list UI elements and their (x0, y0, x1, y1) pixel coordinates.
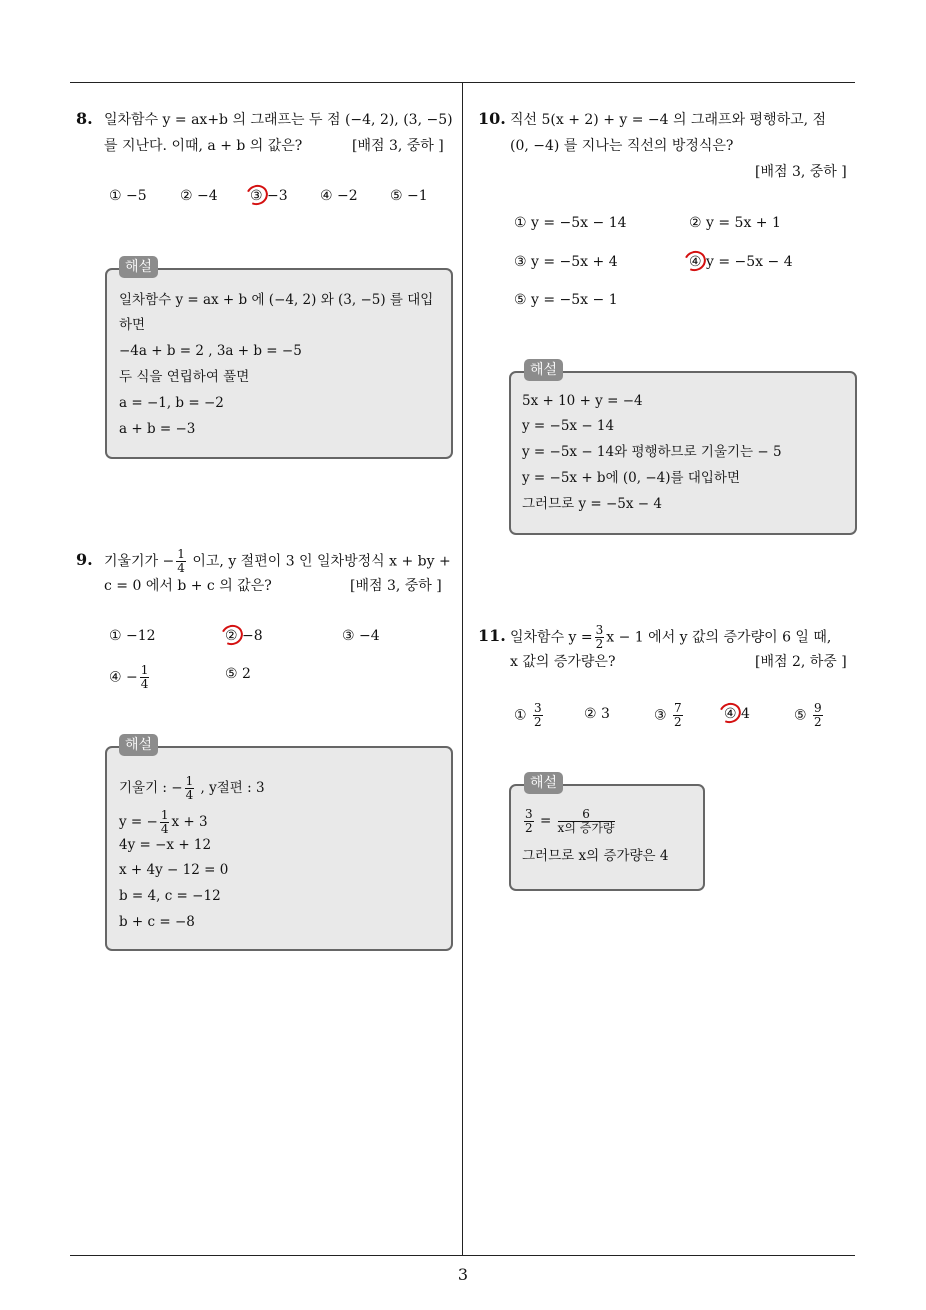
question-number: 8. (76, 109, 93, 128)
text: 이고, y 절편이 3 인 일차방정식 x + by + (192, 553, 451, 570)
points-label: [배점 3, 중하 ] (352, 138, 444, 154)
solution-line: b + c = −8 (119, 914, 195, 930)
fraction-numerator: 1 (140, 663, 149, 677)
option-mark: ① (514, 707, 527, 724)
option-mark: ⑤ (794, 707, 807, 724)
question-text-line1 (104, 548, 451, 575)
fraction-numerator: 3 (595, 623, 604, 637)
question-text-line2: (0, −4) 를 지나는 직선의 방정식은? (510, 138, 734, 154)
fraction-denominator: 2 (595, 637, 604, 651)
solution-line (522, 808, 617, 835)
option-value: 4 (741, 706, 750, 722)
fraction-denominator: 2 (534, 715, 542, 729)
solution-line (119, 809, 208, 836)
text: 기울기 : − (119, 780, 183, 796)
fraction (673, 702, 683, 729)
solution-tag: 해설 (119, 256, 158, 278)
fraction-numerator: 1 (177, 547, 185, 561)
question-text-line2: 를 지난다. 이때, a + b 의 값은? (104, 138, 303, 154)
fraction (533, 702, 543, 729)
option-3[interactable]: ③ −4 (342, 628, 380, 644)
solution-line: −4a + b = 2 , 3a + b = −5 (119, 343, 302, 359)
fraction-numerator: 9 (814, 701, 822, 715)
solution-tag: 해설 (524, 359, 563, 381)
option-1[interactable]: ① −12 (109, 628, 156, 644)
solution-line: 일차함수 y = ax + b 에 (−4, 2) 와 (3, −5) 를 대입 (119, 292, 434, 308)
question-text-line1: 일차함수 y = ax+b 의 그래프는 두 점 (−4, 2), (3, −5) (104, 112, 453, 128)
option-4[interactable] (109, 664, 151, 691)
option-5[interactable] (794, 702, 825, 729)
option-label: ④ − (109, 669, 138, 686)
column-divider (462, 83, 463, 1256)
question-number: 11. (478, 626, 506, 645)
fraction-denominator: 4 (160, 822, 169, 836)
solution-line: 그러므로 x의 증가량은 4 (522, 848, 669, 864)
option-3[interactable]: ③ −3 (250, 188, 288, 204)
fraction-denominator: 4 (185, 788, 194, 802)
points-label: [배점 3, 중하 ] (350, 578, 442, 594)
solution-line: 두 식을 연립하여 풀면 (119, 369, 250, 385)
solution-tag: 해설 (524, 772, 563, 794)
fraction-denominator: 4 (177, 561, 185, 575)
option-mark: ④ (724, 706, 737, 722)
fraction-numerator: 6 (558, 808, 615, 822)
equals-sign: = (539, 813, 552, 829)
fraction (813, 702, 823, 729)
fraction (185, 775, 195, 802)
option-2[interactable] (584, 704, 610, 724)
fraction-denominator: x의 증가량 (557, 821, 615, 835)
option-2[interactable]: ② −8 (225, 628, 263, 644)
solution-line: x + 4y − 12 = 0 (119, 862, 229, 878)
solution-line: 5x + 10 + y = −4 (522, 393, 643, 409)
bottom-rule (70, 1255, 855, 1256)
solution-line: 하면 (119, 317, 146, 333)
fraction-denominator: 4 (140, 677, 149, 691)
option-4[interactable]: ④ y = −5x − 4 (689, 254, 793, 270)
option-1[interactable]: ① y = −5x − 14 (514, 215, 627, 231)
solution-box (509, 784, 705, 891)
option-5[interactable]: ⑤ −1 (390, 188, 428, 204)
option-5[interactable]: ⑤ 2 (225, 666, 251, 682)
solution-line: a + b = −3 (119, 421, 196, 437)
points-label: [배점 3, 중하 ] (755, 164, 847, 180)
fraction-numerator: 3 (534, 701, 542, 715)
text: x − 1 에서 y 값의 증가량이 6 일 때, (606, 629, 832, 646)
fraction-denominator: 2 (814, 715, 822, 729)
solution-line: y = −5x − 14 (522, 418, 615, 434)
text: y = − (119, 814, 158, 830)
fraction (160, 809, 170, 836)
option-2[interactable]: ② y = 5x + 1 (689, 215, 781, 231)
points-label: [배점 2, 하중 ] (755, 654, 847, 670)
fraction-denominator: 2 (525, 821, 533, 835)
fraction (595, 624, 605, 651)
question-number: 9. (76, 550, 93, 569)
option-1[interactable]: ① −5 (109, 188, 147, 204)
fraction (140, 664, 150, 691)
option-4[interactable]: ④ −2 (320, 188, 358, 204)
text: 기울기가 − (104, 553, 175, 570)
option-3[interactable] (654, 702, 685, 729)
question-number: 10. (478, 109, 506, 128)
question-text-line1: 직선 5(x + 2) + y = −4 의 그래프와 평행하고, 점 (510, 112, 827, 128)
fraction-numerator: 1 (185, 774, 194, 788)
option-1[interactable] (514, 702, 545, 729)
fraction-numerator: 7 (674, 701, 682, 715)
fraction-denominator: 2 (674, 715, 682, 729)
fraction (524, 808, 534, 835)
option-2[interactable]: ② −4 (180, 188, 218, 204)
solution-tag: 해설 (119, 734, 158, 756)
option-5[interactable]: ⑤ y = −5x − 1 (514, 292, 618, 308)
question-text-line1 (510, 624, 831, 651)
text: , y절편 : 3 (200, 780, 265, 796)
option-3[interactable]: ③ y = −5x + 4 (514, 254, 618, 270)
page-number: 3 (457, 1265, 469, 1284)
text: 일차함수 y = (510, 629, 593, 646)
solution-line: y = −5x + b에 (0, −4)를 대입하면 (522, 470, 741, 486)
fraction (176, 548, 186, 575)
solution-line: a = −1, b = −2 (119, 395, 224, 411)
solution-line: 4y = −x + 12 (119, 837, 212, 853)
text: x + 3 (171, 814, 208, 830)
question-text-line2: x 값의 증가량은? (510, 654, 616, 670)
option-mark: ② (584, 706, 597, 722)
fraction-numerator: 3 (525, 807, 533, 821)
solution-line: 그러므로 y = −5x − 4 (522, 496, 662, 512)
solution-line: b = 4, c = −12 (119, 888, 221, 904)
solution-line: y = −5x − 14와 평행하므로 기울기는 − 5 (522, 444, 782, 460)
fraction-numerator: 1 (160, 808, 169, 822)
option-mark: ③ (654, 707, 667, 724)
question-text-line2: c = 0 에서 b + c 의 값은? (104, 578, 272, 594)
fraction (558, 808, 615, 835)
solution-line (119, 775, 265, 802)
option-value: 3 (601, 706, 610, 722)
